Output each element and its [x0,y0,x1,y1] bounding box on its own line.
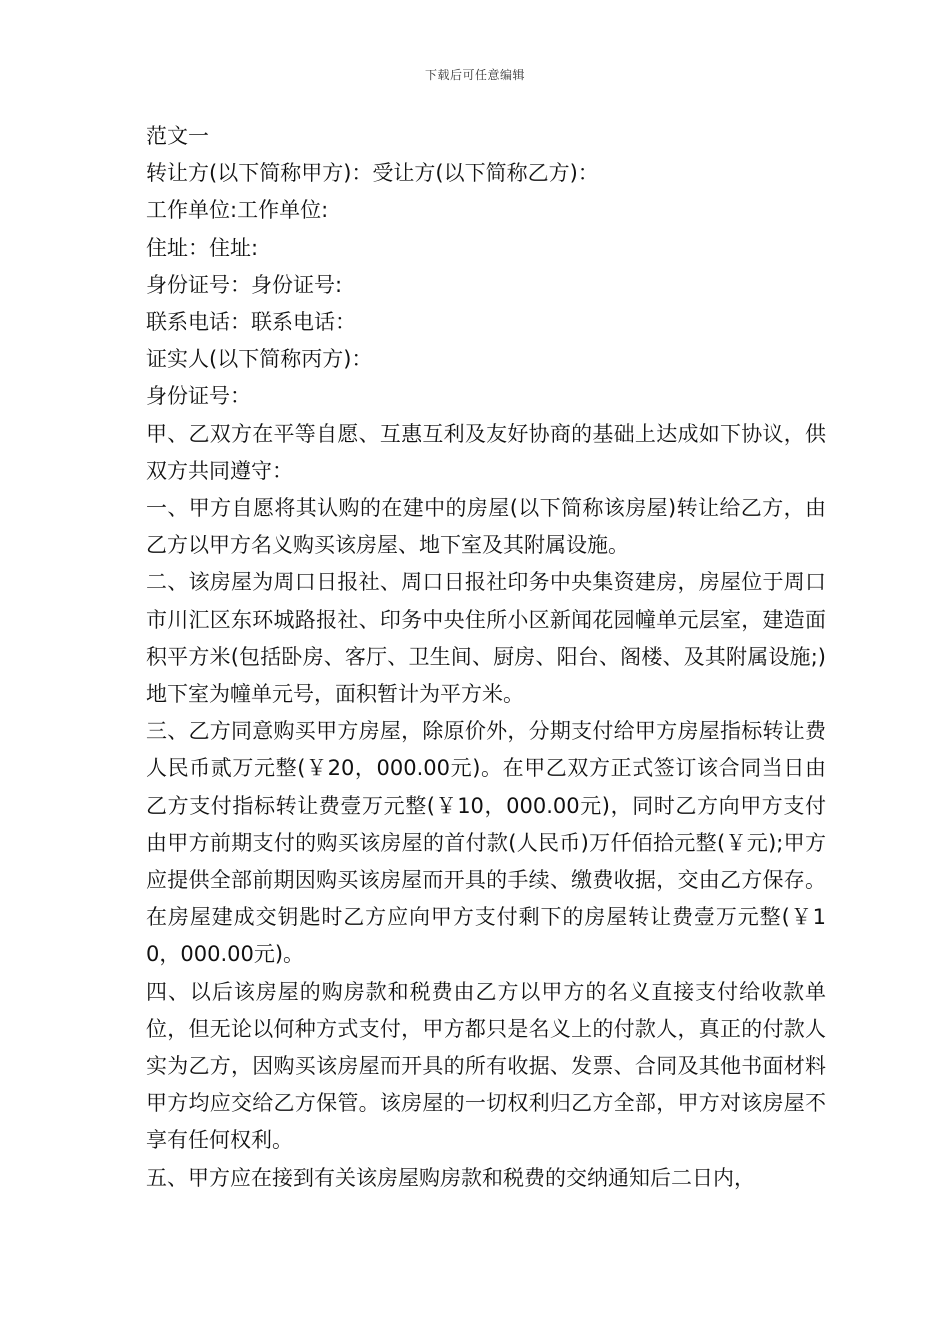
clause-4-paragraph: 四、以后该房屋的购房款和税费由乙方以甲方的名义直接支付给收款单位，但无论以何种方式支付，甲方都只是名义上的付款人，真正的付款人实为乙方，因购买该房屋而开具的所有收据、发票、合同及其他书面材料甲方均应交给乙方保管。该房屋的一切权利归乙方全部，甲方对该房屋不享有任何权利。 [146,979,826,1153]
clause-1-paragraph: 一、甲方自愿将其认购的在建中的房屋(以下简称该房屋)转让给乙方，由乙方以甲方名义购买该房屋、地下室及其附属设施。 [146,496,826,558]
party-line: 转让方(以下简称甲方)：受让方(以下简称乙方)： [146,161,599,186]
employer-line: 工作单位:工作单位: [146,198,329,223]
address-line: 住址：住址: [146,235,259,260]
section-title: 范文一 [146,124,209,148]
header-note: 下载后可任意编辑 [424,68,525,82]
phone-line: 联系电话：联系电话： [146,310,356,335]
id-number-line: 身份证号：身份证号: [146,272,343,297]
clause-3-paragraph: 三、乙方同意购买甲方房屋，除原价外，分期支付给甲方房屋指标转让费人民币贰万元整(￥20，000.00元)。在甲乙双方正式签订该合同当日由乙方支付指标转让费壹万元整(￥10，000.00元)，同时乙方向甲方支付由甲方前期支付的购买该房屋的首付款(人民币)万仟佰拾元整(￥元);甲方应提供全部前期因购买该房屋而开具的手续、缴费收据，交由乙方保存。在房屋建成交钥匙时乙方应向甲方支付剩下的房屋转让费壹万元整(￥10，000.00元)。 [146,719,826,967]
witness-line: 证实人(以下简称丙方)： [146,347,373,372]
document-body [146,118,826,1197]
agreement-intro-paragraph: 甲、乙双方在平等自愿、互惠互利及友好协商的基础上达成如下协议，供双方共同遵守： [146,421,826,483]
clause-2-paragraph: 二、该房屋为周口日报社、周口日报社印务中央集资建房，房屋位于周口市川汇区东环城路报社、印务中央住所小区新闻花园幢单元层室，建造面积平方米(包括卧房、客厅、卫生间、厨房、阳台、阁楼、及其附属设施;)地下室为幢单元号，面积暂计为平方米。 [146,570,826,707]
clause-5-paragraph: 五、甲方应在接到有关该房屋购房款和税费的交纳通知后二日内， [146,1165,755,1190]
witness-id-line: 身份证号： [146,384,251,409]
